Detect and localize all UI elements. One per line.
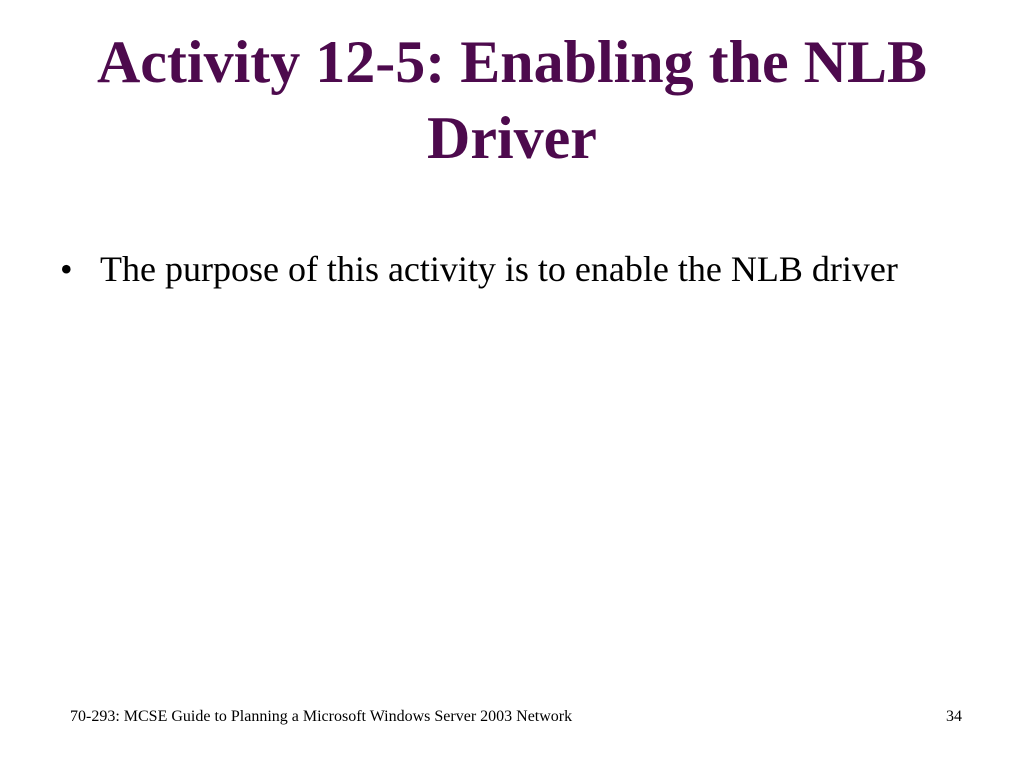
bullet-marker: • bbox=[60, 249, 73, 289]
bullet-text: The purpose of this activity is to enable the NLB driver bbox=[100, 249, 898, 289]
footer-course-title: 70-293: MCSE Guide to Planning a Microsoft Windows Server 2003 Network bbox=[70, 708, 573, 725]
bullet-item bbox=[60, 246, 940, 292]
slide-title: Activity 12-5: Enabling the NLB Driver bbox=[96, 29, 928, 171]
page-number: 34 bbox=[946, 708, 962, 725]
bullet-list bbox=[60, 246, 940, 292]
